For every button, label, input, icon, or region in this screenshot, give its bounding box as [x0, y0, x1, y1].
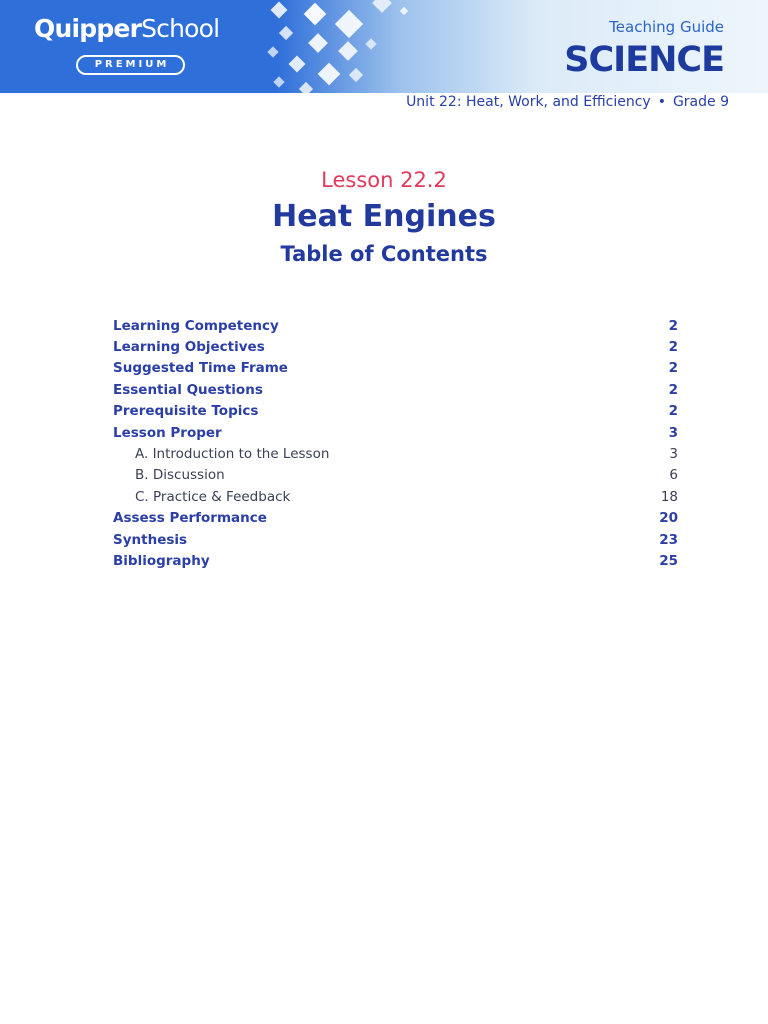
toc-entry-page: 3 — [668, 424, 678, 441]
toc-entry-label: B. Discussion — [135, 467, 225, 484]
premium-badge: PREMIUM — [76, 55, 185, 75]
toc-entry[interactable] — [113, 486, 678, 507]
toc-entry-label: Essential Questions — [113, 381, 263, 398]
toc-entry-page: 2 — [668, 360, 678, 377]
toc-entry-label: Lesson Proper — [113, 424, 222, 441]
toc-entry-page: 3 — [669, 446, 678, 463]
subject-title: SCIENCE — [564, 40, 724, 80]
toc-entry-page: 2 — [668, 339, 678, 356]
toc-heading: Table of Contents — [280, 242, 488, 266]
guide-label: Teaching Guide — [609, 18, 724, 36]
grade-label: Grade 9 — [672, 94, 729, 110]
brand-logo — [34, 14, 219, 43]
toc-entry[interactable] — [113, 358, 678, 379]
toc-entry-page: 23 — [659, 531, 678, 548]
lesson-number: Lesson 22.2 — [321, 168, 447, 192]
toc-entry-page: 2 — [668, 317, 678, 334]
brand-secondary: School — [141, 14, 220, 43]
toc-entry[interactable] — [113, 336, 678, 357]
toc-entry[interactable] — [113, 315, 678, 336]
toc-entry[interactable] — [113, 529, 678, 550]
toc-entry-label: Learning Objectives — [113, 339, 265, 356]
toc-entry[interactable] — [113, 379, 678, 400]
toc-entry[interactable] — [113, 443, 678, 464]
toc-entry-page: 6 — [669, 467, 678, 484]
toc-entry-page: 2 — [668, 381, 678, 398]
brand-primary: Quipper — [34, 14, 142, 43]
lesson-title: Heat Engines — [272, 199, 496, 234]
toc-entry-page: 25 — [659, 552, 678, 569]
table-of-contents — [113, 315, 678, 572]
toc-entry-page: 2 — [668, 403, 678, 420]
toc-entry-label: Synthesis — [113, 531, 188, 548]
toc-entry-page: 20 — [659, 510, 678, 527]
toc-entry-label: Assess Performance — [113, 510, 267, 527]
toc-entry[interactable] — [113, 508, 678, 529]
toc-entry-label: C. Practice & Feedback — [135, 488, 291, 505]
toc-entry-page: 18 — [660, 488, 678, 505]
toc-entry[interactable] — [113, 465, 678, 486]
toc-entry-label: Learning Competency — [113, 317, 279, 334]
unit-title: Unit 22: Heat, Work, and Efficiency — [406, 94, 651, 110]
decorative-diamond-pattern — [255, 0, 425, 93]
toc-entry[interactable] — [113, 550, 678, 571]
toc-entry-label: Suggested Time Frame — [113, 360, 288, 377]
separator-bullet: • — [657, 94, 666, 110]
unit-line — [406, 94, 729, 110]
toc-entry-label: A. Introduction to the Lesson — [135, 446, 330, 463]
header-band — [0, 0, 768, 93]
toc-entry-label: Prerequisite Topics — [113, 403, 259, 420]
toc-entry[interactable] — [113, 401, 678, 422]
toc-entry[interactable] — [113, 422, 678, 443]
toc-entry-label: Bibliography — [113, 552, 210, 569]
